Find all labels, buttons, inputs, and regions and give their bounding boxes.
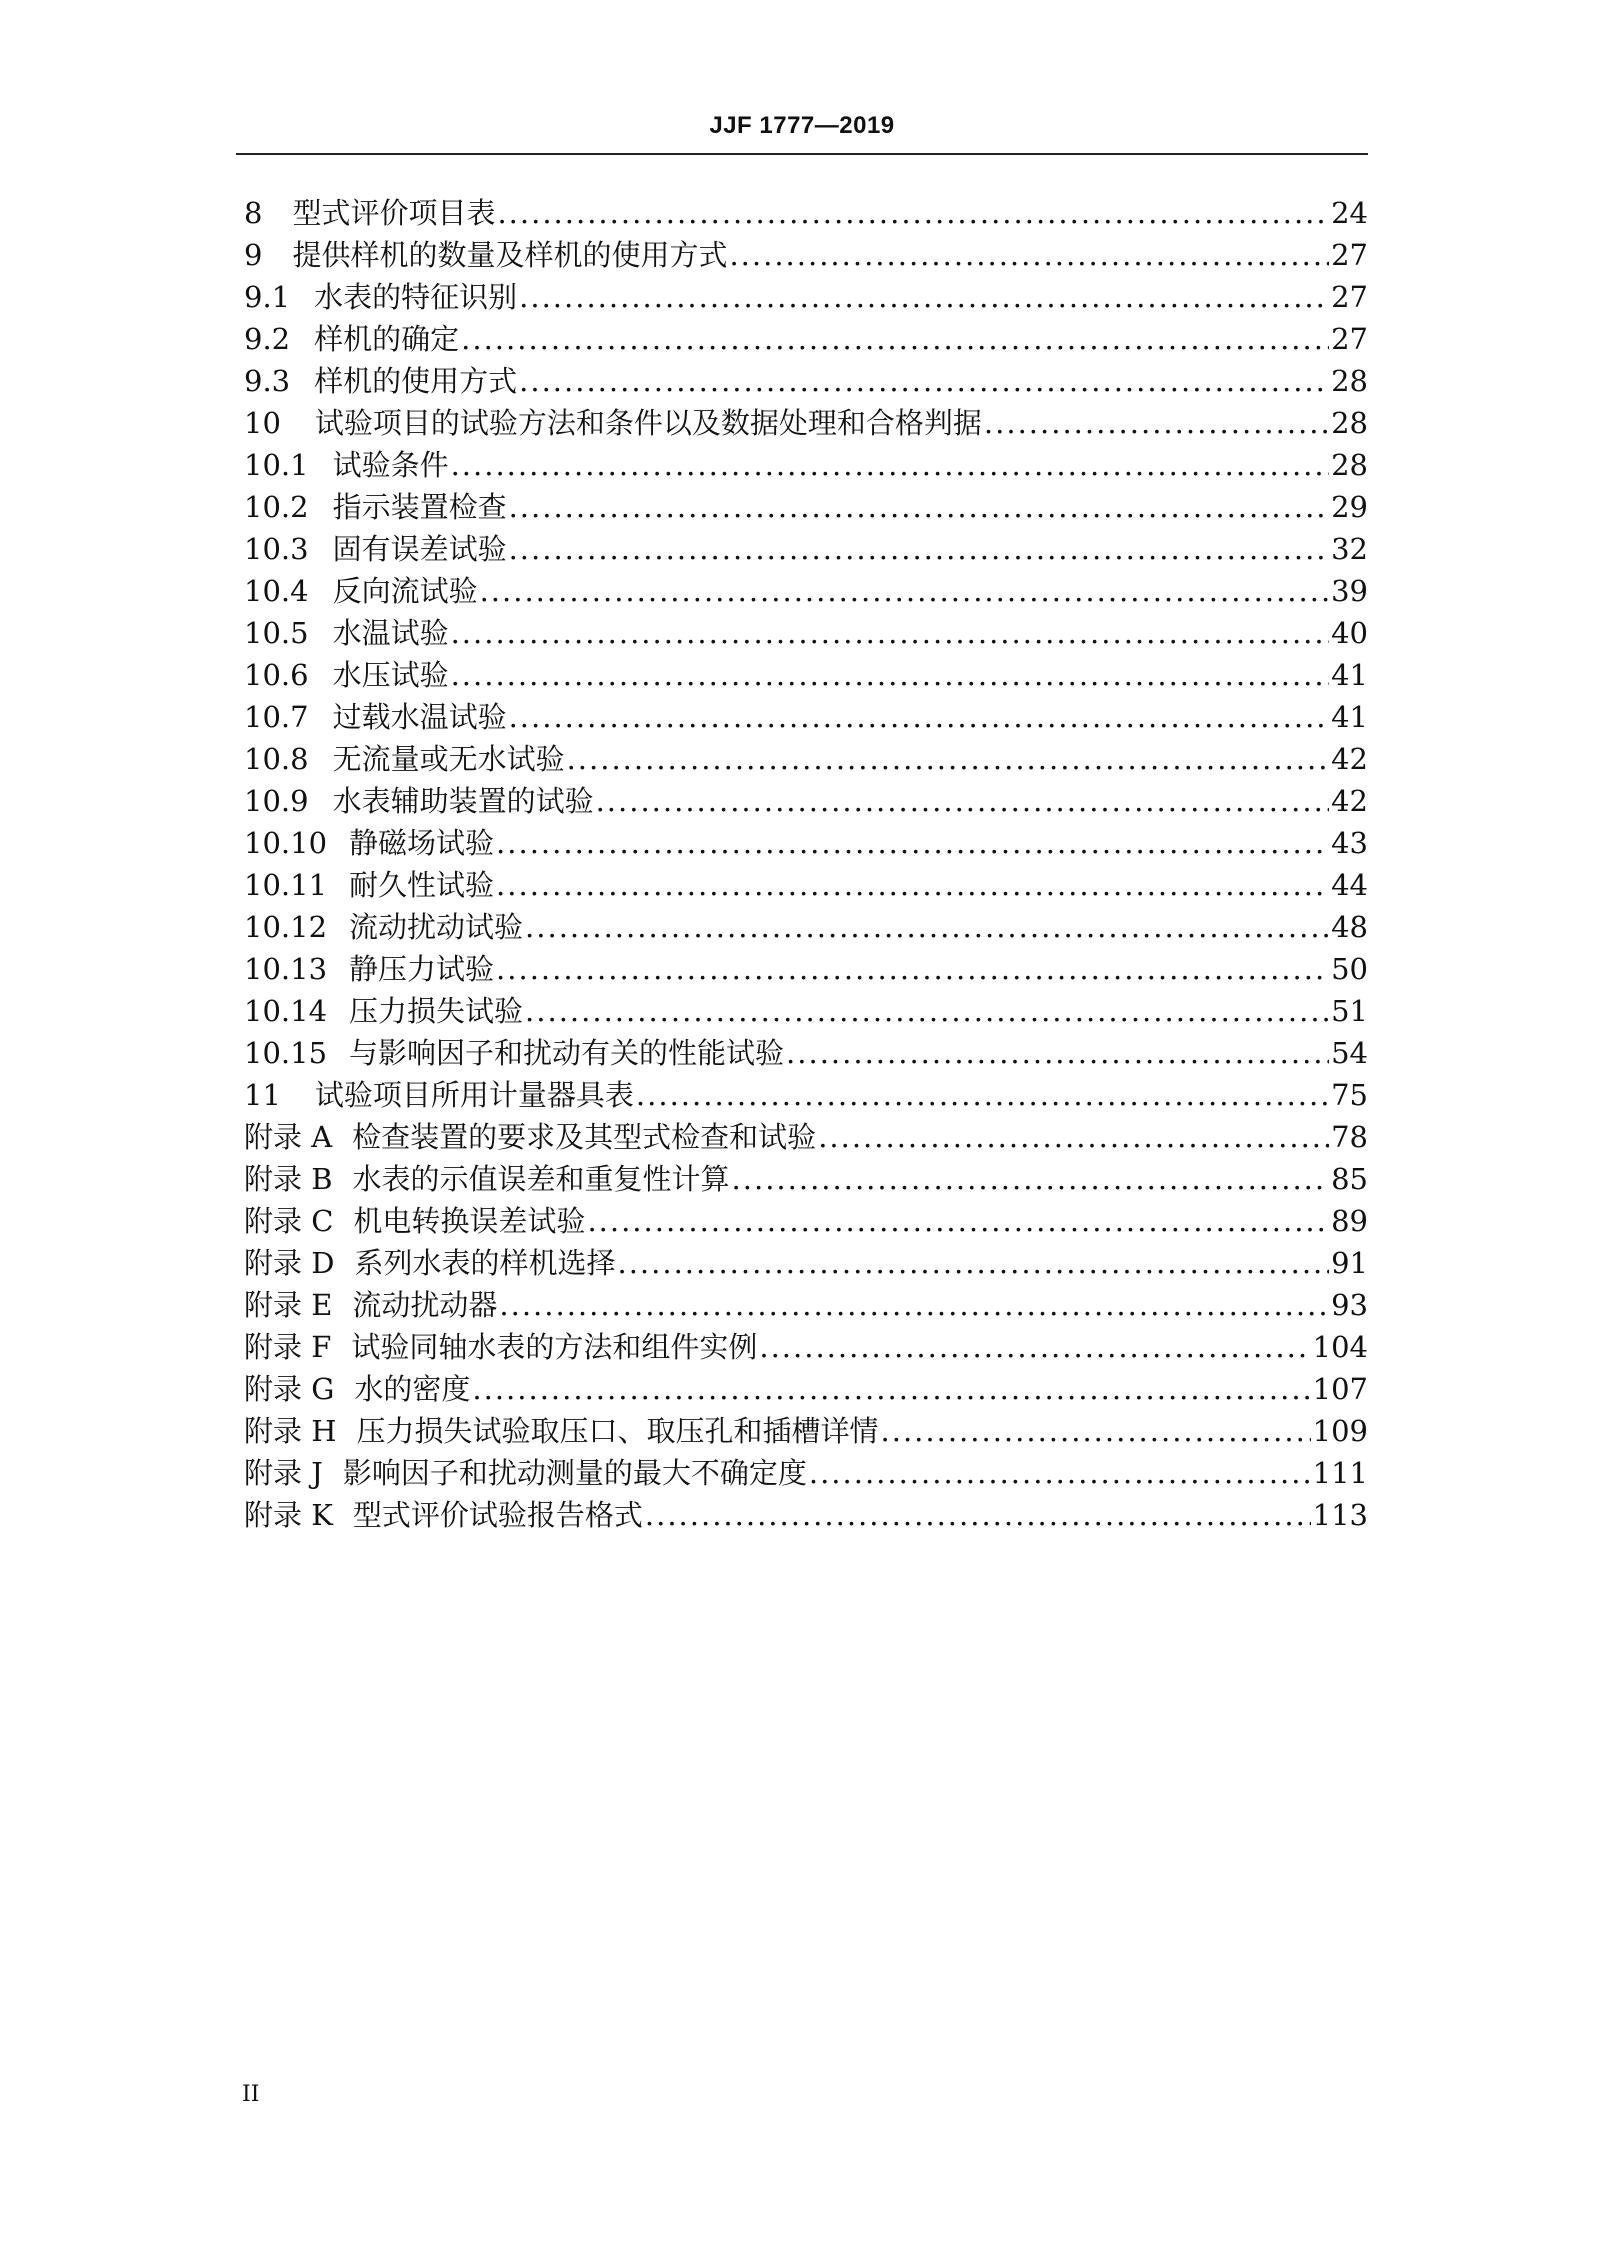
toc-dot-leader [618, 1242, 1330, 1284]
toc-entry-page: 111 [1312, 1456, 1368, 1490]
toc-entry-number: 9.2 [244, 322, 291, 356]
toc-entry-page: 39 [1331, 574, 1368, 608]
toc-entry [244, 1200, 1368, 1242]
toc-entry-title: 水表的示值误差和重复性计算 [352, 1162, 730, 1196]
toc-entry [244, 1410, 1368, 1452]
toc-dot-leader [759, 1326, 1310, 1368]
toc-dot-leader [525, 990, 1329, 1032]
toc-dot-leader [809, 1452, 1311, 1494]
toc-entry-page: 78 [1331, 1120, 1368, 1154]
toc-dot-leader [596, 780, 1330, 822]
toc-entry-page: 42 [1331, 742, 1368, 776]
toc-entry-number: 附录 H [244, 1414, 337, 1448]
toc-entry [244, 528, 1368, 570]
toc-entry-title: 指示装置检查 [332, 490, 507, 524]
toc-entry-page: 93 [1331, 1288, 1368, 1322]
toc-entry [244, 822, 1368, 864]
toc-dot-leader [567, 738, 1330, 780]
toc-entry-page: 48 [1331, 910, 1368, 944]
toc-entry-title: 型式评价项目表 [292, 196, 496, 230]
toc-entry-title: 试验项目的试验方法和条件以及数据处理和合格判据 [314, 406, 982, 440]
toc-entry-title: 压力损失试验 [349, 994, 524, 1028]
toc-entry [244, 906, 1368, 948]
toc-entry [244, 360, 1368, 402]
toc-entry-title: 影响因子和扰动测量的最大不确定度 [342, 1456, 807, 1490]
toc-entry-title: 样机的使用方式 [314, 364, 518, 398]
toc-dot-leader [496, 864, 1329, 906]
toc-entry-title: 检查装置的要求及其型式检查和试验 [352, 1120, 817, 1154]
toc-entry-title: 水表的特征识别 [314, 280, 518, 314]
toc-entry [244, 402, 1368, 444]
toc-entry-title: 过载水温试验 [332, 700, 507, 734]
toc-dot-leader [818, 1116, 1329, 1158]
toc-entry-page: 113 [1312, 1498, 1368, 1532]
toc-dot-leader [519, 276, 1329, 318]
toc-entry [244, 1032, 1368, 1074]
toc-dot-leader [519, 360, 1329, 402]
toc-entry [244, 1074, 1368, 1116]
toc-entry-page: 27 [1331, 238, 1368, 272]
toc-entry [244, 1116, 1368, 1158]
toc-entry-number: 10.10 [244, 826, 328, 860]
toc-entry-page: 50 [1331, 952, 1368, 986]
toc-entry [244, 1242, 1368, 1284]
toc-entry [244, 612, 1368, 654]
toc-entry [244, 780, 1368, 822]
toc-entry-number: 附录 B [244, 1162, 333, 1196]
toc-dot-leader [451, 654, 1330, 696]
toc-dot-leader [451, 612, 1330, 654]
toc-entry-page: 28 [1331, 448, 1368, 482]
toc-dot-leader [451, 444, 1330, 486]
toc-entry [244, 234, 1368, 276]
toc-entry-page: 27 [1331, 322, 1368, 356]
toc-entry-number: 附录 A [244, 1120, 333, 1154]
toc-dot-leader [525, 906, 1329, 948]
toc-entry [244, 1494, 1368, 1536]
toc-entry-title: 耐久性试验 [349, 868, 495, 902]
toc-entry-title: 试验条件 [332, 448, 449, 482]
toc-entry [244, 570, 1368, 612]
toc-entry-number: 11 [244, 1078, 281, 1112]
toc-entry-number: 10.5 [244, 616, 309, 650]
toc-entry-title: 固有误差试验 [332, 532, 507, 566]
toc-entry [244, 1158, 1368, 1200]
toc-entry [244, 948, 1368, 990]
toc-entry-number: 附录 K [244, 1498, 333, 1532]
toc-entry [244, 318, 1368, 360]
toc-entry-page: 107 [1312, 1372, 1368, 1406]
toc-entry-title: 样机的确定 [314, 322, 460, 356]
toc-entry-number: 附录 D [244, 1246, 335, 1280]
toc-dot-leader [496, 822, 1329, 864]
toc-entry-number: 10.4 [244, 574, 309, 608]
toc-entry-title: 无流量或无水试验 [332, 742, 565, 776]
toc-entry [244, 276, 1368, 318]
toc-entry [244, 192, 1368, 234]
toc-entry-title: 与影响因子和扰动有关的性能试验 [349, 1036, 785, 1070]
toc-dot-leader [461, 318, 1329, 360]
toc-entry-number: 10.12 [244, 910, 328, 944]
toc-entry-page: 43 [1331, 826, 1368, 860]
toc-entry-page: 109 [1312, 1414, 1368, 1448]
toc-entry-title: 机电转换误差试验 [353, 1204, 586, 1238]
toc-dot-leader [729, 234, 1329, 276]
toc-entry-number: 附录 C [244, 1204, 334, 1238]
toc-entry-number: 10.7 [244, 700, 309, 734]
toc-dot-leader [636, 1074, 1329, 1116]
toc-entry-page: 28 [1331, 406, 1368, 440]
toc-dot-leader [499, 1284, 1329, 1326]
toc-entry-title: 系列水表的样机选择 [354, 1246, 616, 1280]
toc-entry-number: 9.3 [244, 364, 291, 398]
toc-entry-number: 10.13 [244, 952, 328, 986]
toc-entry-number: 附录 G [244, 1372, 335, 1406]
toc-entry [244, 738, 1368, 780]
toc-entry-title: 静压力试验 [349, 952, 495, 986]
toc-entry [244, 864, 1368, 906]
toc-dot-leader [984, 402, 1329, 444]
toc-entry [244, 654, 1368, 696]
toc-dot-leader [645, 1494, 1311, 1536]
toc-entry-number: 附录 J [244, 1456, 323, 1490]
toc-entry-number: 9.1 [244, 280, 291, 314]
toc-entry-number: 10.3 [244, 532, 309, 566]
toc-entry-title: 试验项目所用计量器具表 [314, 1078, 634, 1112]
toc-entry-title: 水表辅助装置的试验 [332, 784, 594, 818]
toc-entry-title: 流动扰动试验 [349, 910, 524, 944]
toc-entry-number: 附录 F [244, 1330, 332, 1364]
toc-entry-number: 10.14 [244, 994, 328, 1028]
toc-entry-page: 24 [1331, 196, 1368, 230]
toc-dot-leader [509, 486, 1330, 528]
toc-entry [244, 1452, 1368, 1494]
toc-entry-title: 流动扰动器 [352, 1288, 498, 1322]
toc-entry-number: 10.15 [244, 1036, 328, 1070]
toc-entry-page: 51 [1331, 994, 1368, 1028]
toc-dot-leader [496, 948, 1329, 990]
toc-dot-leader [497, 192, 1329, 234]
toc-entry-page: 28 [1331, 364, 1368, 398]
toc-entry-page: 54 [1331, 1036, 1368, 1070]
toc-entry-title: 水温试验 [332, 616, 449, 650]
toc-dot-leader [509, 696, 1330, 738]
toc-entry-page: 40 [1331, 616, 1368, 650]
toc-dot-leader [881, 1410, 1311, 1452]
toc-entry-page: 41 [1331, 658, 1368, 692]
toc-entry-page: 44 [1331, 868, 1368, 902]
toc-entry-page: 32 [1331, 532, 1368, 566]
toc-entry [244, 1326, 1368, 1368]
toc-entry-title: 水的密度 [354, 1372, 471, 1406]
toc-entry-page: 85 [1331, 1162, 1368, 1196]
toc-entry [244, 486, 1368, 528]
toc-dot-leader [587, 1200, 1329, 1242]
toc-entry-number: 9 [244, 238, 263, 272]
toc-entry-page: 91 [1331, 1246, 1368, 1280]
toc-entry-title: 静磁场试验 [349, 826, 495, 860]
toc-entry-page: 27 [1331, 280, 1368, 314]
toc-entry [244, 1284, 1368, 1326]
toc-entry-title: 型式评价试验报告格式 [352, 1498, 643, 1532]
toc-entry-number: 10.11 [244, 868, 328, 902]
toc-dot-leader [786, 1032, 1329, 1074]
toc-entry-title: 提供样机的数量及样机的使用方式 [292, 238, 728, 272]
toc-entry-title: 试验同轴水表的方法和组件实例 [351, 1330, 758, 1364]
toc-entry-page: 41 [1331, 700, 1368, 734]
toc-entry-number: 10.6 [244, 658, 309, 692]
toc-entry [244, 990, 1368, 1032]
toc-entry-number: 10 [244, 406, 281, 440]
header-rule [236, 153, 1368, 155]
toc-dot-leader [480, 570, 1330, 612]
toc-entry-number: 10.9 [244, 784, 309, 818]
toc-entry-title: 反向流试验 [332, 574, 478, 608]
toc-entry-title: 水压试验 [332, 658, 449, 692]
table-of-contents [244, 192, 1368, 1536]
toc-entry-number: 10.8 [244, 742, 309, 776]
toc-entry-page: 75 [1331, 1078, 1368, 1112]
toc-dot-leader [732, 1158, 1330, 1200]
toc-entry-number: 10.1 [244, 448, 309, 482]
toc-entry-title: 压力损失试验取压口、取压孔和插槽详情 [356, 1414, 879, 1448]
toc-entry-page: 104 [1312, 1330, 1368, 1364]
toc-entry [244, 444, 1368, 486]
toc-entry-page: 29 [1331, 490, 1368, 524]
toc-entry [244, 696, 1368, 738]
page-number: II [242, 2082, 260, 2107]
toc-entry-number: 8 [244, 196, 263, 230]
toc-dot-leader [509, 528, 1330, 570]
toc-entry-number: 10.2 [244, 490, 309, 524]
toc-entry-page: 42 [1331, 784, 1368, 818]
toc-entry-number: 附录 E [244, 1288, 333, 1322]
toc-dot-leader [472, 1368, 1310, 1410]
page-header-title: JJF 1777—2019 [709, 112, 895, 139]
toc-entry-page: 89 [1331, 1204, 1368, 1238]
toc-entry [244, 1368, 1368, 1410]
